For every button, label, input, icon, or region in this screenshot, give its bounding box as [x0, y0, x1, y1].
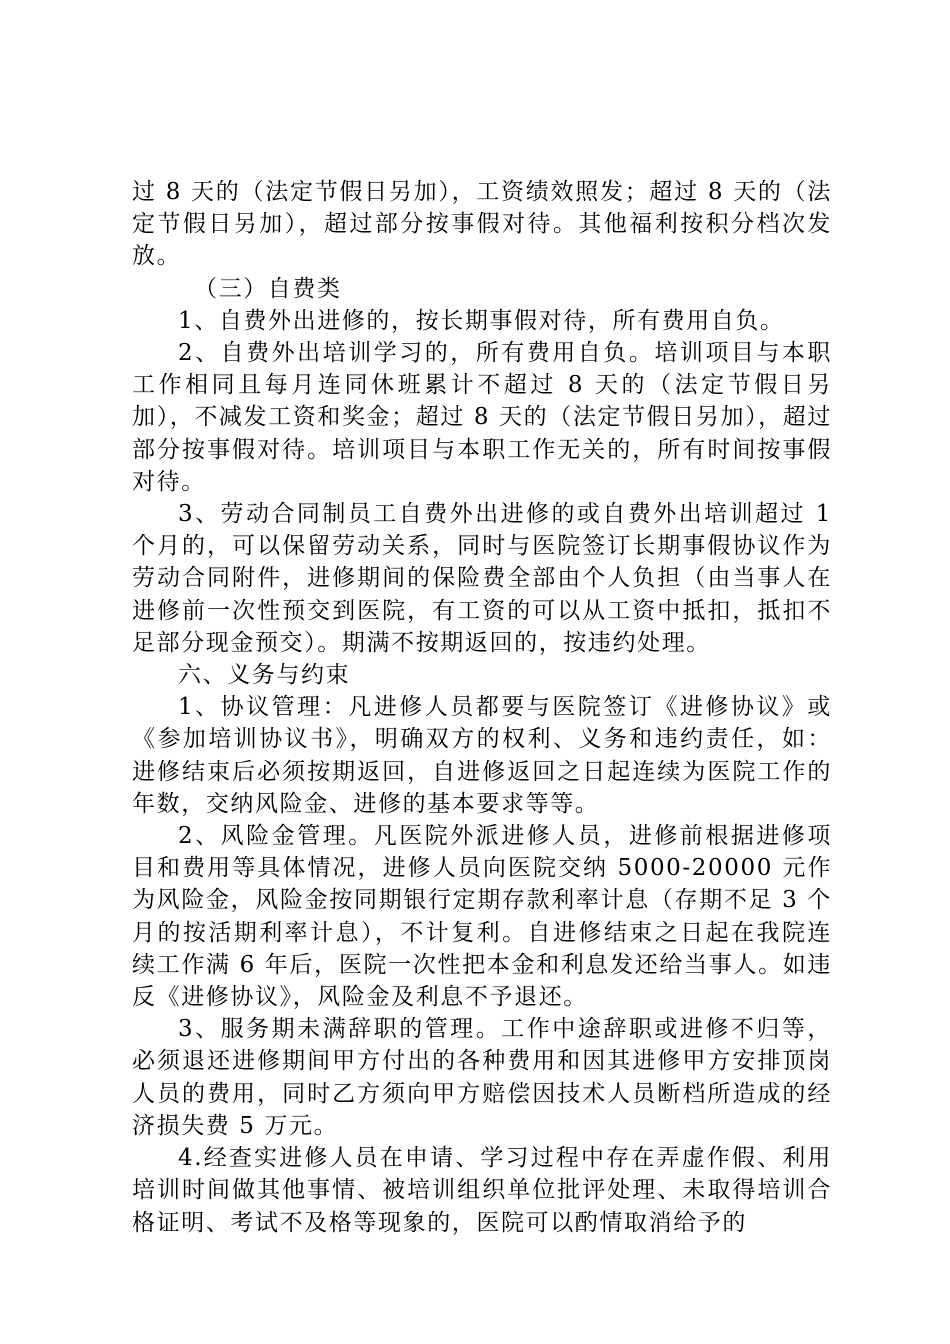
paragraph-resignation: 3、服务期未满辞职的管理。工作中途辞职或进修不归等，必须退还进修期间甲方付出的各种费用和因其进修甲方安排顶岗人员的费用，同时乙方须向甲方赔偿因技术人员断档所造成的经济损失费 5 万元。	[132, 1016, 832, 1139]
paragraph-agreement-management: 1、协议管理：凡进修人员都要与医院签订《进修协议》或《参加培训协议书》，明确双方的权利、义务和违约责任，如：进修结束后必须按期返回，自进修返回之日起连续为医院工作的年数，交纳风险金、进修的基本要求等等。	[132, 694, 832, 817]
paragraph-continuation: 过 8 天的（法定节假日另加），工资绩效照发；超过 8 天的（法定节假日另加），超过部分按事假对待。其他福利按积分档次发放。	[132, 179, 832, 270]
paragraph-item-1: 1、自费外出进修的，按长期事假对待，所有费用自负。	[178, 307, 785, 334]
paragraph-item-4: 4.经查实进修人员在申请、学习过程中存在弄虚作假、利用培训时间做其他事情、被培训组织单位批评处理、未取得培训合格证明、考试不及格等现象的，医院可以酌情取消给予的	[132, 1145, 832, 1236]
paragraph-risk-deposit: 2、风险金管理。凡医院外派进修人员，进修前根据进修项目和费用等具体情况，进修人员向医院交纳 5000-20000 元作为风险金，风险金按同期银行定期存款利率计息（存期不足 3 个月的按活期利率计息），不计复利。自进修结束之日起在我院连续工作满 6 年后，医院一次性把本金和利息发还给当事人。如违反《进修协议》，风险金及利息不予退还。	[132, 823, 832, 1011]
paragraph-item-2: 2、自费外出培训学习的，所有费用自负。培训项目与本职工作相同且每月连同休班累计不超过 8 天的（法定节假日另加），不减发工资和奖金；超过 8 天的（法定节假日另加），超过部分按事假对待。培训项目与本职工作无关的，所有时间按事假对待。	[132, 340, 832, 495]
section-heading-self-funded: （三）自费类	[194, 275, 342, 302]
document-body	[132, 176, 832, 1239]
paragraph-item-3: 3、劳动合同制员工自费外出进修的或自费外出培训超过 1 个月的，可以保留劳动关系，同时与医院签订长期事假协议作为劳动合同附件，进修期间的保险费全部由个人负担（由当事人在进修前一次性预交到医院，有工资的可以从工资中抵扣，抵扣不足部分现金预交）。期满不按期返回的，按违约处理。	[132, 501, 832, 656]
section-heading-obligations: 六、义务与约束	[178, 662, 351, 689]
